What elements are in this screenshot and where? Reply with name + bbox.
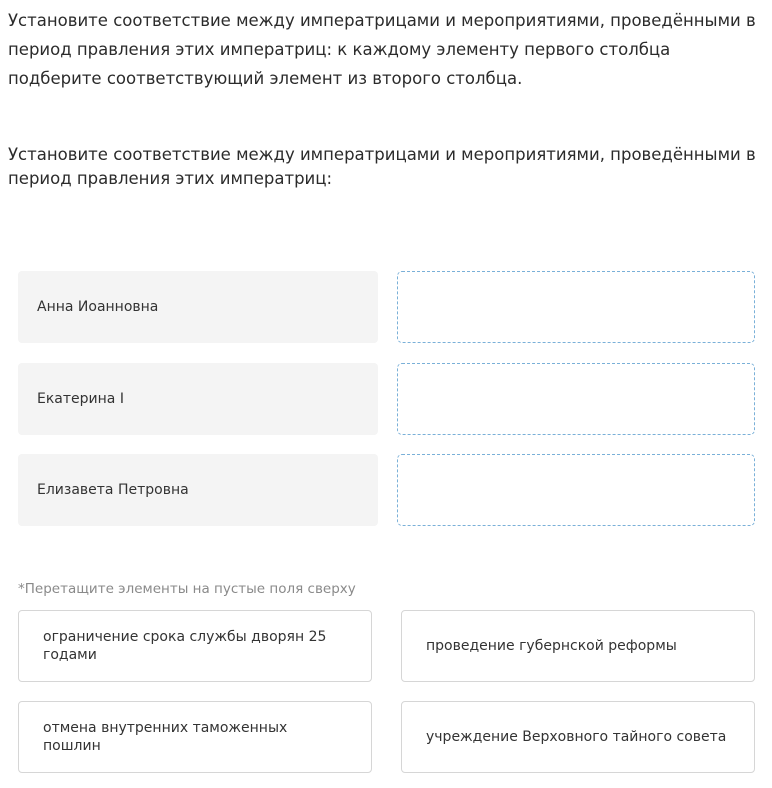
empress-cell-anna: Анна Иоанновна	[18, 271, 378, 343]
option-supreme-privy-council[interactable]: учреждение Верховного тайного совета	[401, 701, 755, 773]
task-instruction: Установите соответствие между императрицами и мероприятиями, проведёнными в период правления этих императриц: к каждому элементу первого столбца подберите соответствующий элемент из второго столбца.	[8, 11, 756, 88]
empress-cell-elizaveta: Елизавета Петровна	[18, 454, 378, 526]
drop-zone-3[interactable]	[397, 454, 755, 526]
option-nobility-service[interactable]: ограничение срока службы дворян 25 годами	[18, 610, 372, 682]
drop-zone-1[interactable]	[397, 271, 755, 343]
option-provincial-reform[interactable]: проведение губернской реформы	[401, 610, 755, 682]
task-subtitle: Установите соответствие между императрицами и мероприятиями, проведёнными в период правления этих императриц:	[8, 145, 756, 188]
drop-zone-2[interactable]	[397, 363, 755, 435]
match-row	[18, 454, 755, 526]
match-row	[18, 271, 755, 343]
matching-area	[18, 271, 755, 546]
option-customs-abolition[interactable]: отмена внутренних таможенных пошлин	[18, 701, 372, 773]
empress-cell-ekaterina: Екатерина I	[18, 363, 378, 435]
drag-hint: *Перетащите элементы на пустые поля сверху	[18, 581, 356, 597]
match-row	[18, 363, 755, 435]
